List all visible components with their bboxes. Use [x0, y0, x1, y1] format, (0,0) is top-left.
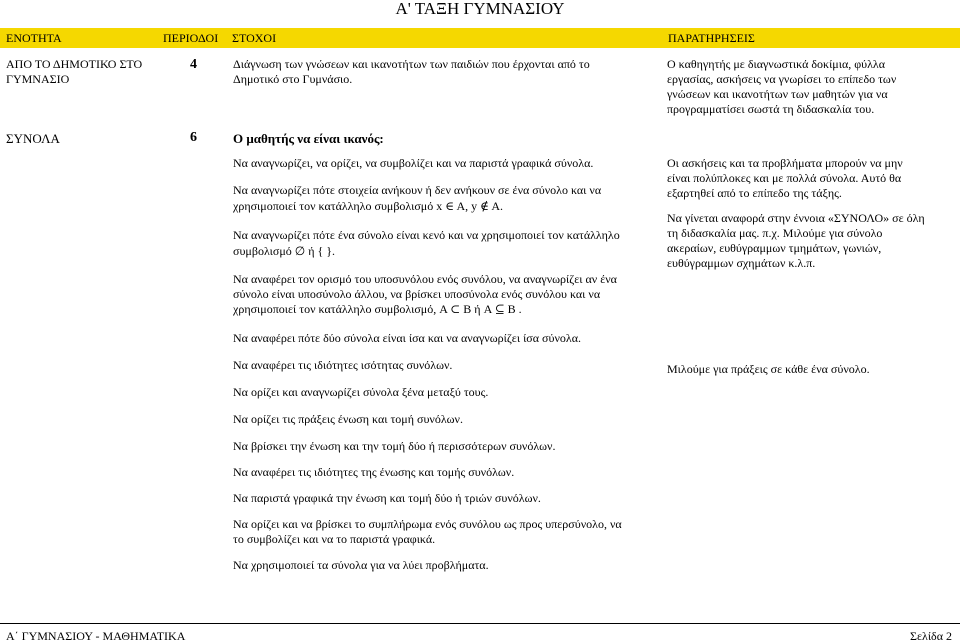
- note-text: προγραμματίσει σωστά τη διδασκαλία του.: [667, 102, 875, 116]
- note-text: Ο καθηγητής με διαγνωστικά δοκίμια, φύλλα: [667, 57, 886, 71]
- header-unit: ΕΝΟΤΗΤΑ: [6, 31, 62, 45]
- goals-intro: Ο μαθητής να είναι ικανός:: [233, 131, 384, 146]
- unit-line: ΓΥΜΝΑΣΙΟ: [6, 72, 70, 86]
- goal-text: σύνολο είναι υποσύνολο άλλου, να βρίσκει υποσύνολα ενός συνόλου και να: [233, 287, 601, 301]
- periods-value: 4: [190, 57, 197, 72]
- goal-text: Να παριστά γραφικά την ένωση και τομή δύο ή τριών συνόλων.: [233, 491, 541, 505]
- goal-text: Να ορίζει τις πράξεις ένωση και τομή συνόλων.: [233, 412, 463, 426]
- periods-value: 6: [190, 130, 197, 145]
- goal-text: Να αναφέρει τον ορισμό του υποσυνόλου ενός συνόλου, να αναγνωρίζει αν ένα: [233, 272, 617, 286]
- note-text: τη διδασκαλία μας. π.χ. Μιλούμε για σύνολο: [667, 226, 883, 240]
- goal-text: Διάγνωση των γνώσεων και ικανοτήτων των παιδιών που έρχονται από το: [233, 57, 590, 71]
- note-text: ευθύγραμμων σχημάτων κ.λ.π.: [667, 256, 816, 270]
- goal-text: Να ορίζει και να βρίσκει το συμπλήρωμα ενός συνόλου ως προς υπερσύνολο, να: [233, 517, 622, 531]
- footer-left: Α΄ ΓΥΜΝΑΣΙΟΥ - ΜΑΘΗΜΑΤΙΚΑ: [6, 629, 186, 643]
- note-text: είναι πολύπλοκες και με πολλά σύνολα. Αυτό θα: [667, 171, 902, 185]
- page-title: Α' ΤΑΞΗ ΓΥΜΝΑΣΙΟΥ: [395, 0, 565, 18]
- goal-text: Να χρησιμοποιεί τα σύνολα για να λύει προβλήματα.: [233, 558, 489, 572]
- goal-text: Να ορίζει και αναγνωρίζει σύνολα ξένα μεταξύ τους.: [233, 385, 489, 399]
- table-header: [0, 28, 960, 48]
- goal-text: Να αναφέρει τις ιδιότητες ισότητας συνόλων.: [233, 358, 453, 372]
- unit-text: ΣΥΝΟΛΑ: [6, 131, 60, 146]
- note-text: γνώσεων και ικανοτήτων των μαθητών για να: [667, 87, 888, 101]
- footer-divider: [0, 623, 960, 624]
- goal-text: Να αναφέρει πότε δύο σύνολα είναι ίσα και να αναγνωρίζει ίσα σύνολα.: [233, 331, 581, 345]
- footer-page-number: Σελίδα 2: [909, 629, 952, 643]
- note-text: Να γίνεται αναφορά στην έννοια «ΣΥΝΟΛΟ» σε όλη: [667, 211, 925, 225]
- unit-line: ΑΠΟ ΤΟ ΔΗΜΟΤΙΚΟ ΣΤΟ: [6, 57, 143, 71]
- goal-text: συμβολισμό ∅ ή { }.: [233, 244, 335, 258]
- goal-text: Δημοτικό στο Γυμνάσιο.: [233, 72, 353, 86]
- note-text: εξαρτηθεί από το επίπεδο της τάξης.: [667, 186, 842, 200]
- goal-text: Να αναγνωρίζει πότε στοιχεία ανήκουν ή δεν ανήκουν σε ένα σύνολο και να: [233, 183, 602, 197]
- goal-text: χρησιμοποιεί τον κατάλληλο συμβολισμό, A ⊂ B ή A ⊆ B .: [233, 302, 522, 316]
- goal-text: Να βρίσκει την ένωση και την τομή δύο ή περισσότερων συνόλων.: [233, 439, 556, 453]
- goal-text: Να αναγνωρίζει πότε ένα σύνολο είναι κενό και να χρησιμοποιεί τον κατάλληλο: [233, 228, 620, 242]
- goal-text: Να αναφέρει τις ιδιότητες της ένωσης και τομής συνόλων.: [233, 465, 515, 479]
- goal-text: το συμβολίζει και να το παριστά γραφικά.: [233, 532, 436, 546]
- header-periods: ΠΕΡΙΟΔΟΙ: [163, 31, 219, 45]
- note-text: Οι ασκήσεις και τα προβλήματα μπορούν να μην: [667, 156, 903, 170]
- note-text: Μιλούμε για πράξεις σε κάθε ένα σύνολο.: [667, 362, 870, 376]
- note-text: εργασίας, ασκήσεις να γνωρίσει το επίπεδο των: [667, 72, 897, 86]
- header-goals: ΣΤΟΧΟΙ: [232, 31, 277, 45]
- note-text: ακεραίων, ευθύγραμμων τμημάτων, γωνιών,: [667, 241, 882, 255]
- goal-text: χρησιμοποιεί τον κατάλληλο συμβολισμό x ∈ A, y ∉ A.: [233, 199, 504, 213]
- header-notes: ΠΑΡΑΤΗΡΗΣΕΙΣ: [668, 31, 755, 45]
- goal-text: Να αναγνωρίζει, να ορίζει, να συμβολίζει και να παριστά γραφικά σύνολα.: [233, 156, 594, 170]
